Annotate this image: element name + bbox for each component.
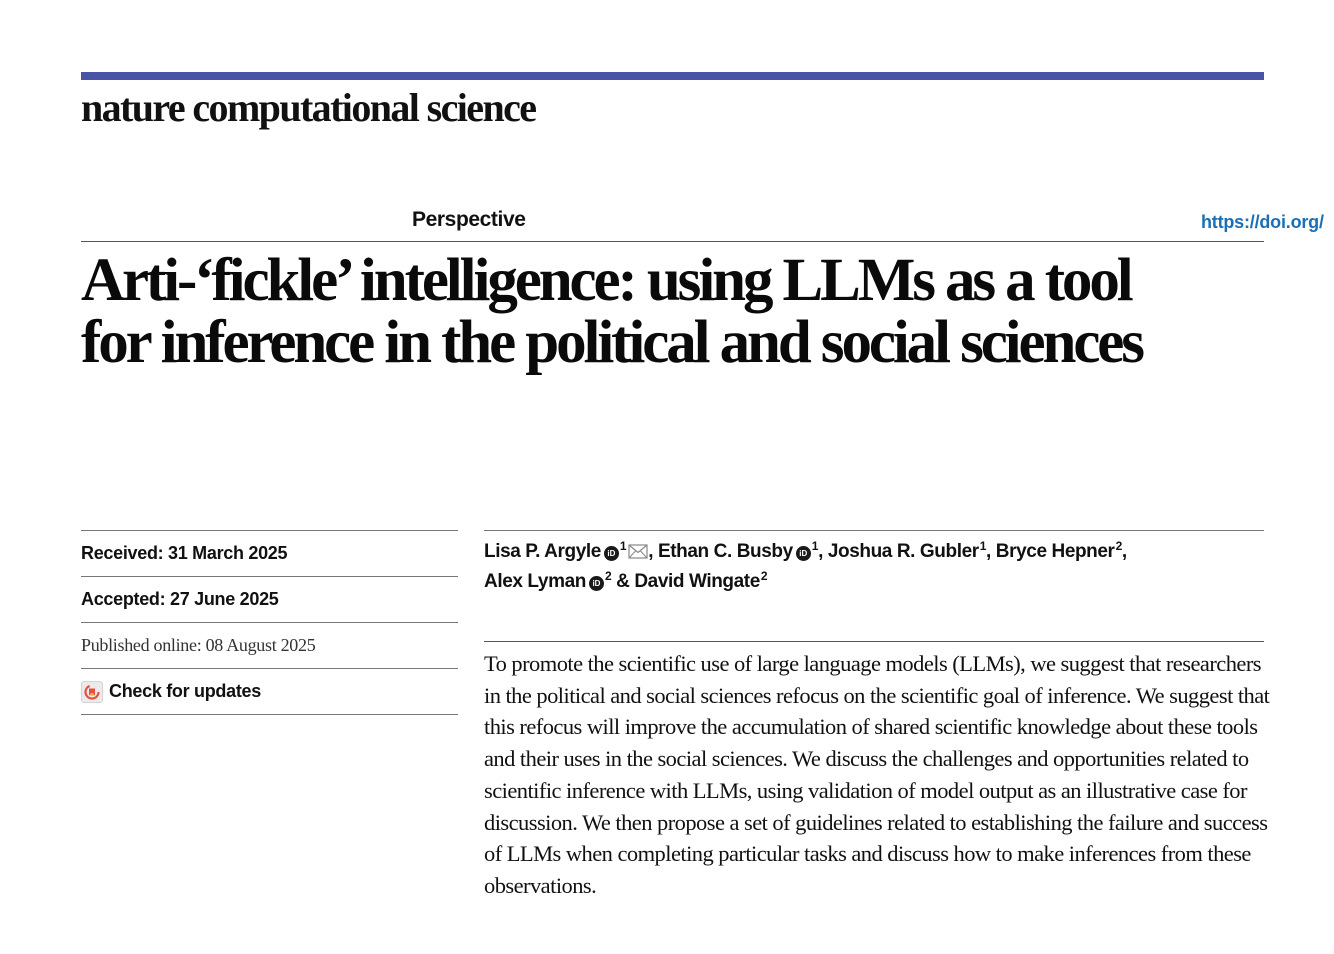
author[interactable] — [827, 538, 987, 562]
author-affiliation: 1 — [979, 538, 987, 553]
author-separator: , — [648, 541, 658, 562]
author-name[interactable]: Ethan C. Busby — [657, 541, 793, 562]
author-separator: , — [818, 541, 828, 562]
orcid-icon[interactable]: iD — [589, 576, 604, 591]
author-name[interactable]: David Wingate — [634, 571, 760, 592]
author-affiliation: 2 — [604, 568, 612, 583]
author-name[interactable]: Joshua R. Gubler — [827, 541, 979, 562]
title-divider — [81, 241, 1264, 242]
article-type: Perspective — [412, 208, 526, 231]
article-title: Arti-‘fickle’ intelligence: using LLMs as a tool for inference in the political and social sciences — [81, 247, 1142, 376]
author-list — [484, 537, 1264, 597]
authors-divider — [484, 530, 1264, 531]
published-date: Published online: 08 August 2025 — [81, 622, 458, 668]
author-name[interactable]: Alex Lyman — [484, 571, 586, 592]
orcid-icon[interactable]: iD — [796, 546, 811, 561]
journal-accent-bar — [81, 72, 1264, 80]
orcid-icon[interactable]: iD — [604, 546, 619, 561]
email-icon[interactable] — [628, 544, 648, 559]
author-affiliation: 2 — [760, 568, 768, 583]
check-for-updates-icon — [81, 681, 103, 703]
author-name[interactable]: Lisa P. Argyle — [484, 541, 601, 562]
author-name[interactable]: Bryce Hepner — [995, 541, 1115, 562]
author-affiliation: 2 — [1115, 538, 1122, 553]
check-for-updates[interactable] — [81, 668, 458, 715]
author-separator: & — [611, 571, 635, 592]
author-separator: , — [1121, 541, 1127, 562]
received-date: Received: 31 March 2025 — [81, 530, 458, 576]
abstract-divider — [484, 641, 1264, 642]
author[interactable] — [634, 568, 768, 592]
abstract: To promote the scientific use of large language models (LLMs), we suggest that researchers in the political and social sciences refocus on the scientific goal of inference. We suggest that this refocus will improve the accumulation of shared scientific knowledge about these tools and their uses in the social sciences. We discuss the challenges and opportunities related to scientific inference with LLMs, using validation of model output as an illustrative case for discussion. We then propose a set of guidelines related to establishing the failure and success of LLMs when completing particular tasks and discuss how to make inferences from these observations. — [484, 651, 1270, 898]
journal-name[interactable]: nature computational science — [81, 85, 536, 130]
author-affiliation: 1 — [811, 538, 819, 553]
author[interactable] — [657, 538, 819, 562]
author[interactable] — [484, 538, 648, 562]
accepted-date: Accepted: 27 June 2025 — [81, 576, 458, 622]
doi-link[interactable]: https://doi.org/ — [1201, 212, 1324, 232]
author-affiliation: 1 — [619, 538, 627, 553]
check-for-updates-label: Check for updates — [109, 681, 261, 701]
author[interactable] — [484, 568, 612, 592]
article-dates — [81, 530, 458, 715]
author[interactable] — [995, 538, 1122, 562]
author-separator: , — [986, 541, 996, 562]
